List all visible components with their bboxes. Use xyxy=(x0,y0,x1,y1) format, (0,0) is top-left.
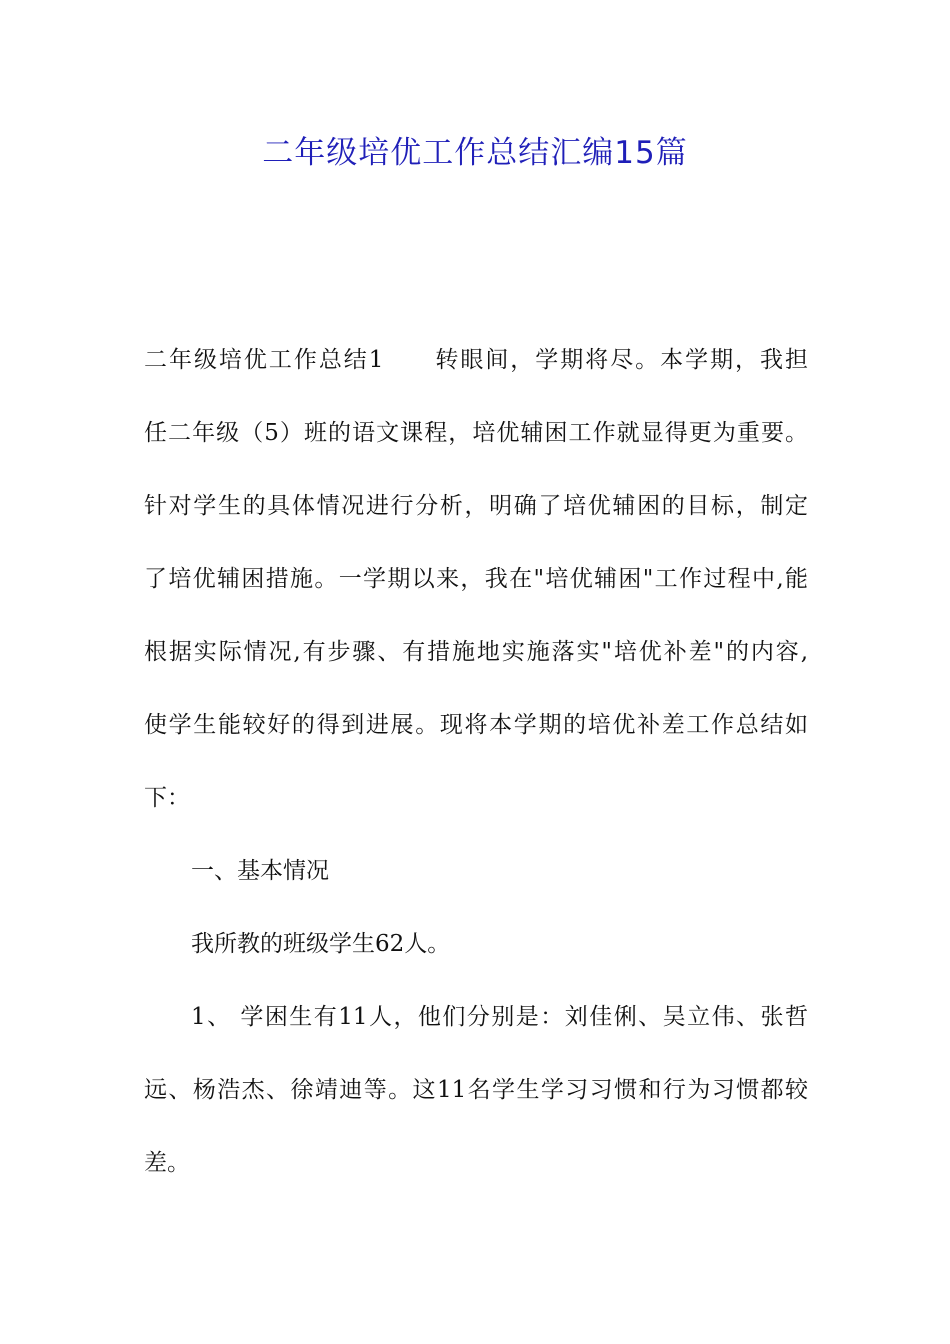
paragraph-line xyxy=(144,336,808,409)
paragraph-line: 使学生能较好的得到进展。现将本学期的培优补差工作总结如 xyxy=(144,712,808,738)
section-heading-inline: 二年级培优工作总结1 xyxy=(144,347,384,373)
paragraph-text: 转眼间，学期将尽。本学期，我担 xyxy=(433,347,808,373)
paragraph-line: 针对学生的具体情况进行分析，明确了培优辅困的目标，制定 xyxy=(144,493,808,519)
paragraph-line: 了培优辅困措施。一学期以来，我在"培优辅困"工作过程中,能 xyxy=(144,566,808,592)
document-body xyxy=(144,336,808,1212)
section-heading: 一、基本情况 xyxy=(191,858,329,884)
paragraph-line: 1、 学困生有11人，他们分别是：刘佳俐、吴立伟、张哲 xyxy=(191,1004,808,1030)
paragraph-line: 任二年级（5）班的语文课程，培优辅困工作就显得更为重要。 xyxy=(144,420,808,446)
paragraph-line: 我所教的班级学生62人。 xyxy=(191,931,451,957)
paragraph-line: 差。 xyxy=(144,1150,190,1176)
document-title: 二年级培优工作总结汇编15篇 xyxy=(262,135,688,171)
paragraph-line: 根据实际情况,有步骤、有措施地实施落实"培优补差"的内容, xyxy=(144,639,808,665)
paragraph-line: 远、杨浩杰、徐靖迪等。这11名学生学习习惯和行为习惯都较 xyxy=(144,1077,808,1103)
paragraph-line: 下： xyxy=(144,785,190,811)
